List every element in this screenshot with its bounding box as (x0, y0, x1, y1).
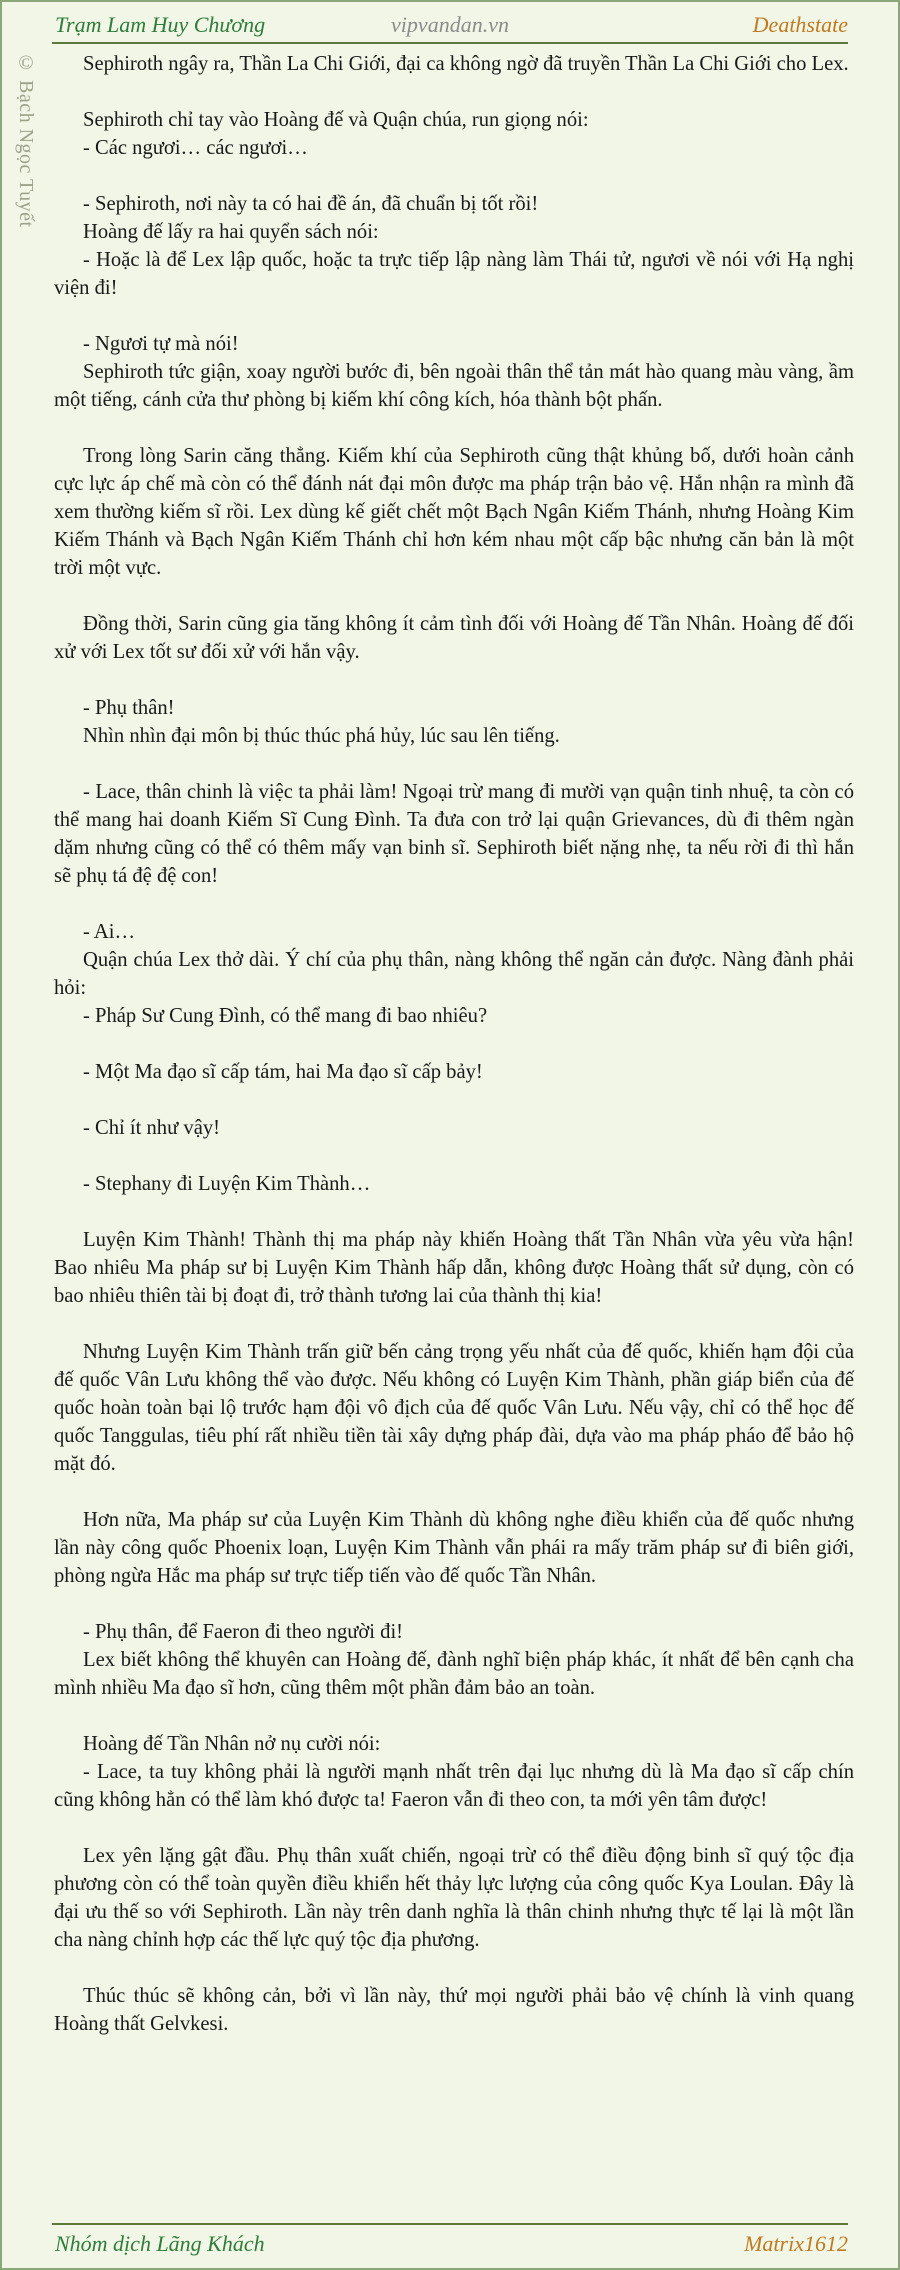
paragraph: - Hoặc là để Lex lập quốc, hoặc ta trực tiếp lập nàng làm Thái tử, ngươi về nói với Hạ nghị viện đi! (54, 249, 854, 299)
paragraph: - Phụ thân, để Faeron đi theo người đi! (83, 1621, 404, 1643)
paragraph: Hoàng đế lấy ra hai quyển sách nói: (83, 221, 379, 243)
paragraph: - Phụ thân! (83, 697, 175, 719)
paragraph: Quận chúa Lex thở dài. Ý chí của phụ thân, nàng không thể ngăn cản được. Nàng đành phải hỏi: (54, 949, 854, 999)
paragraph: Hoàng đế Tần Nhân nở nụ cười nói: (83, 1733, 381, 1755)
paragraph: Nhìn nhìn đại môn bị thúc thúc phá hủy, lúc sau lên tiếng. (83, 725, 560, 747)
footer-translator: Nhóm dịch Lãng Khách (55, 2231, 265, 2256)
paragraph: - Ngươi tự mà nói! (83, 333, 239, 355)
paragraph: - Ai… (83, 921, 136, 943)
chapter-body (54, 50, 854, 2066)
paragraph: - Lace, thân chinh là việc ta phải làm! Ngoại trừ mang đi mười vạn quận tinh nhuệ, ta còn có thể mang hai doanh Kiếm Sĩ Cung Đình. Ta đưa con trở lại quận Grievances, dù đi thêm ngàn dặm nhưng cũng có thể có thêm mấy vạn binh sĩ. Sephiroth biết nặng nhẹ, ta nếu rời đi thì hắn sẽ phụ tá đệ đệ con! (54, 781, 854, 887)
paragraph: Trong lòng Sarin căng thẳng. Kiếm khí của Sephiroth cũng thật khủng bố, dưới hoàn cảnh cực lực áp chế mà còn có thể đánh nát đại môn được ma pháp trận bảo vệ. Hắn nhận ra mình đã xem thường kiếm sĩ rồi. Lex dùng kế giết chết một Bạch Ngân Kiếm Thánh, nhưng Hoàng Kim Kiếm Thánh và Bạch Ngân Kiếm Thánh chỉ hơn kém nhau một cấp bậc nhưng căn bản là một trời một vực. (54, 445, 854, 579)
paragraph: Lex yên lặng gật đầu. Phụ thân xuất chiến, ngoại trừ có thể điều động binh sĩ quý tộc địa phương còn có thể toàn quyền điều khiển hết thảy lực lượng của công quốc Kya Loulan. Đây là đại ưu thế so với Sephiroth. Lần này trên danh nghĩa là thân chinh nhưng thực tế lại là một lần cha nàng chỉnh hợp các thế lực quý tộc địa phương. (54, 1845, 854, 1951)
paragraph: - Pháp Sư Cung Đình, có thể mang đi bao nhiêu? (83, 1005, 488, 1027)
header-website: vipvandan.vn (391, 12, 509, 37)
paragraph: - Stephany đi Luyện Kim Thành… (83, 1173, 371, 1195)
page-header (52, 8, 848, 42)
paragraph: Hơn nữa, Ma pháp sư của Luyện Kim Thành dù không nghe điều khiển của đế quốc nhưng lần này công quốc Phoenix loạn, Luyện Kim Thành vẫn phái ra mấy trăm pháp sư đi biên giới, phòng ngừa Hắc ma pháp sư trực tiếp tiến vào đế quốc Tần Nhân. (54, 1509, 854, 1587)
paragraph: Lex biết không thể khuyên can Hoàng đế, đành nghĩ biện pháp khác, ít nhất để bên cạnh cha mình nhiều Ma đạo sĩ hơn, cũng thêm một phần đảm bảo an toàn. (54, 1649, 854, 1699)
paragraph: - Một Ma đạo sĩ cấp tám, hai Ma đạo sĩ cấp bảy! (83, 1061, 483, 1083)
header-site-name: Trạm Lam Huy Chương (55, 12, 266, 37)
page-footer (52, 2227, 848, 2261)
paragraph: - Các ngươi… các ngươi… (83, 137, 308, 159)
paragraph: Thúc thúc sẽ không cản, bởi vì lần này, thứ mọi người phải bảo vệ chính là vinh quang Hoàng thất Gelvkesi. (54, 1985, 854, 2035)
header-rule (52, 42, 848, 44)
copyright-watermark: © Bạch Ngọc Tuyết (15, 52, 37, 228)
paragraph: Sephiroth ngây ra, Thần La Chi Giới, đại ca không ngờ đã truyền Thần La Chi Giới cho Lex. (83, 53, 849, 75)
paragraph: - Sephiroth, nơi này ta có hai đề án, đã chuẩn bị tốt rồi! (83, 193, 539, 215)
footer-rule (52, 2223, 848, 2225)
paragraph: Đồng thời, Sarin cũng gia tăng không ít cảm tình đối với Hoàng đế Tần Nhân. Hoàng đế đối xử với Lex tốt sư đối xử với hắn vậy. (54, 613, 854, 663)
paragraph: Sephiroth tức giận, xoay người bước đi, bên ngoài thân thể tản mát hào quang màu vàng, ầm một tiếng, cánh cửa thư phòng bị kiếm khí công kích, hóa thành bột phấn. (54, 361, 854, 411)
footer-editor: Matrix1612 (744, 2231, 848, 2256)
paragraph: Nhưng Luyện Kim Thành trấn giữ bến cảng trọng yếu nhất của đế quốc, khiến hạm đội của đế quốc Vân Lưu không thể vào được. Nếu không có Luyện Kim Thành, phần giáp biển của đế quốc hoàn toàn bại lộ trước hạm đội vô địch của đế quốc Vân Lưu. Nếu vậy, chỉ có thể học đế quốc Tanggulas, tiêu phí rất nhiều tiền tài xây dựng pháp đài, dựa vào ma pháp pháo để bảo hộ mặt đó. (54, 1341, 854, 1475)
paragraph: - Lace, ta tuy không phải là người mạnh nhất trên đại lục nhưng dù là Ma đạo sĩ cấp chín cũng không hẳn có thể làm khó được ta! Faeron vẫn đi theo con, ta mới yên tâm được! (54, 1761, 854, 1811)
header-author: Deathstate (752, 12, 848, 37)
paragraph: Sephiroth chỉ tay vào Hoàng đế và Quận chúa, run giọng nói: (83, 109, 589, 131)
paragraph: Luyện Kim Thành! Thành thị ma pháp này khiến Hoàng thất Tần Nhân vừa yêu vừa hận! Bao nhiêu Ma pháp sư bị Luyện Kim Thành hấp dẫn, không được Hoàng thất sử dụng, còn có bao nhiêu thiên tài bị đoạt đi, trở thành tương lai của thành thị kia! (54, 1229, 854, 1307)
paragraph: - Chỉ ít như vậy! (83, 1117, 220, 1139)
